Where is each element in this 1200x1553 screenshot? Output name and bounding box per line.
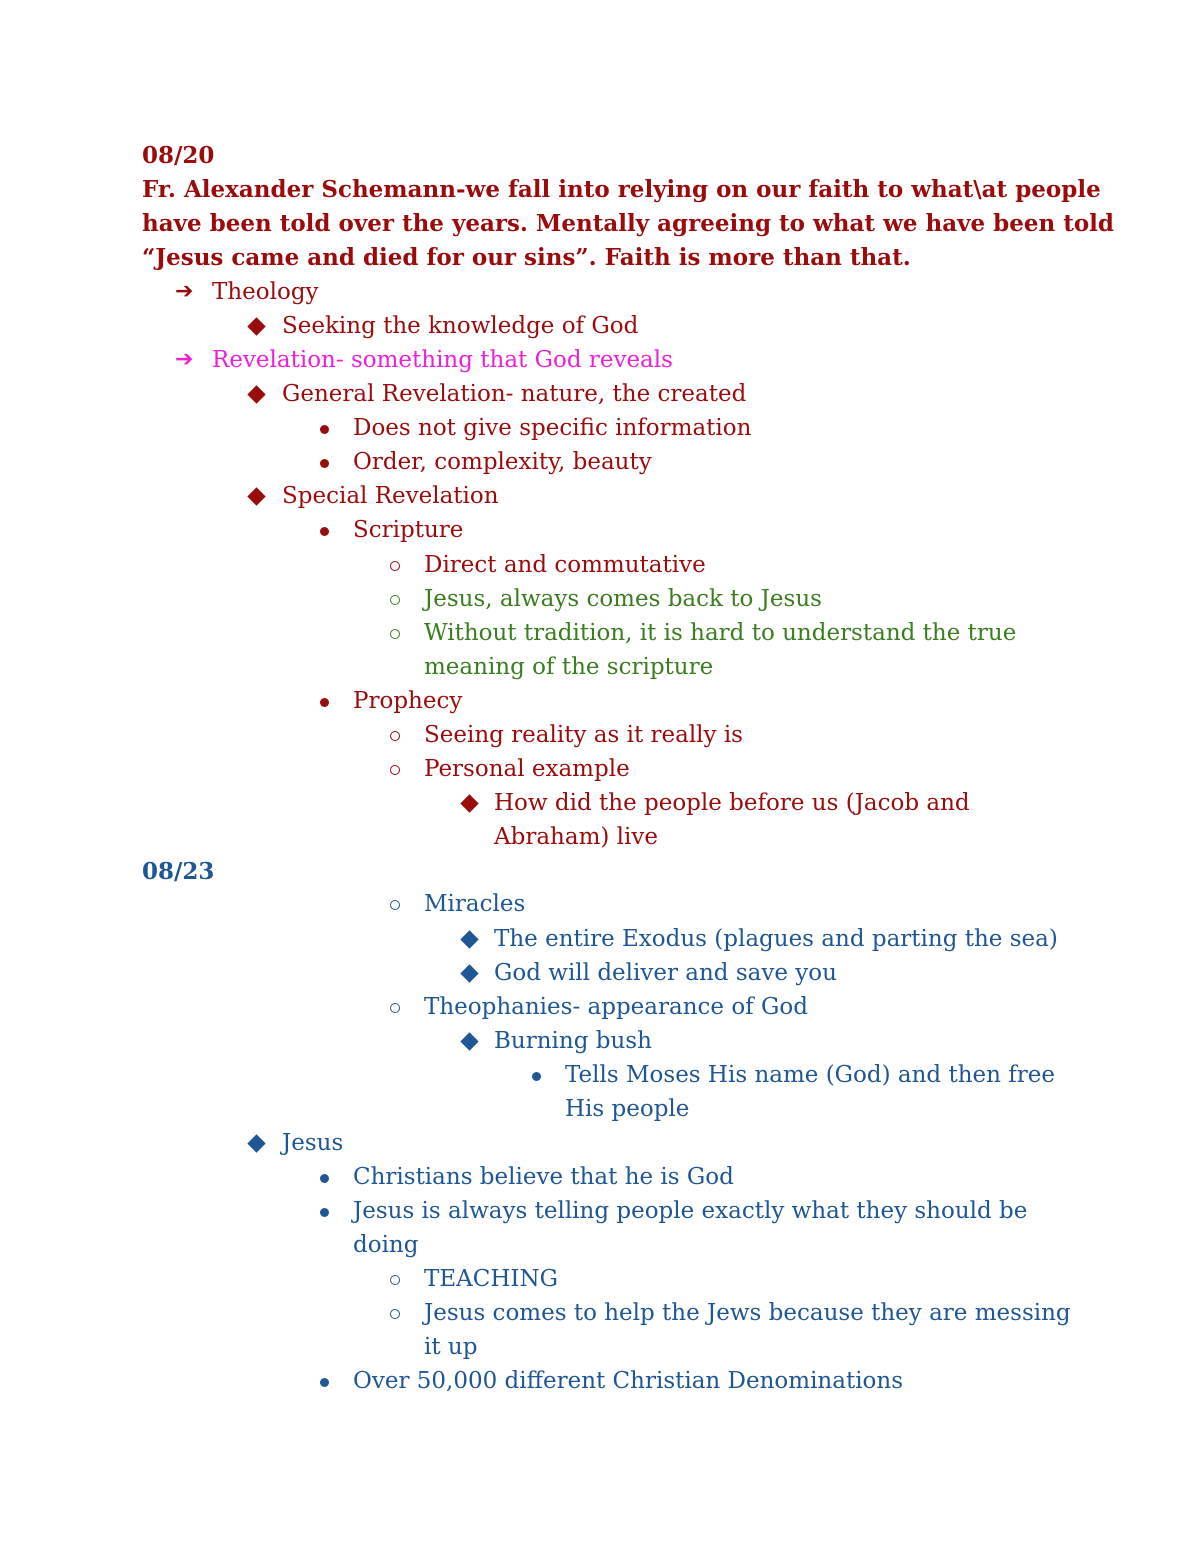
list-item: Seeking the knowledge of God: [0, 309, 1200, 343]
diamond-icon: [247, 487, 265, 505]
circle-icon: [390, 561, 400, 571]
list-item: Scripture: [0, 513, 1200, 547]
list-item: Over 50,000 different Christian Denominations: [0, 1364, 1200, 1398]
list-item: Jesus is always telling people exactly what they should be: [0, 1194, 1200, 1228]
circle-icon: [390, 900, 400, 910]
list-item: ➔ Revelation- something that God reveals: [0, 343, 1200, 377]
circle-icon: [390, 1275, 400, 1285]
circle-icon: [390, 595, 400, 605]
list-item: Prophecy: [0, 684, 1200, 718]
date-heading: 08/23: [142, 858, 215, 885]
list-item: Personal example: [0, 752, 1200, 786]
list-item: Seeing reality as it really is: [0, 718, 1200, 752]
dot-icon: [320, 459, 329, 468]
circle-icon: [390, 1003, 400, 1013]
list-item: Jesus: [0, 1126, 1200, 1160]
dot-icon: [532, 1072, 541, 1081]
list-item: Does not give specific information: [0, 411, 1200, 445]
diamond-icon: [460, 964, 478, 982]
circle-icon: [390, 731, 400, 741]
list-item: Special Revelation: [0, 479, 1200, 513]
dot-icon: [320, 1174, 329, 1183]
circle-icon: [390, 1309, 400, 1319]
list-item: ➔ Theology: [0, 275, 1200, 309]
diamond-icon: [247, 385, 265, 403]
list-item: Christians believe that he is God: [0, 1160, 1200, 1194]
list-item: Jesus, always comes back to Jesus: [0, 582, 1200, 616]
diamond-icon: [460, 1032, 478, 1050]
dot-icon: [320, 1378, 329, 1387]
list-item-continuation: His people: [565, 1096, 690, 1122]
dot-icon: [320, 698, 329, 707]
list-item: Direct and commutative: [0, 548, 1200, 582]
dot-icon: [320, 527, 329, 536]
list-item: How did the people before us (Jacob and: [0, 786, 1200, 820]
list-item: General Revelation- nature, the created: [0, 377, 1200, 411]
list-item-continuation: doing: [353, 1232, 419, 1258]
diamond-icon: [247, 317, 265, 335]
list-item: Tells Moses His name (God) and then free: [0, 1058, 1200, 1092]
arrow-icon: ➔: [175, 279, 194, 304]
diamond-icon: [460, 930, 478, 948]
intro-line: have been told over the years. Mentally agreeing to what we have been told: [142, 210, 1114, 237]
list-item: Theophanies- appearance of God: [0, 990, 1200, 1024]
list-item: Burning bush: [0, 1024, 1200, 1058]
list-item: God will deliver and save you: [0, 956, 1200, 990]
diamond-icon: [460, 794, 478, 812]
intro-line: “Jesus came and died for our sins”. Faith is more than that.: [142, 244, 911, 271]
list-item: TEACHING: [0, 1262, 1200, 1296]
dot-icon: [320, 1208, 329, 1217]
date-heading: 08/20: [142, 142, 215, 169]
dot-icon: [320, 425, 329, 434]
list-item-continuation: it up: [424, 1334, 478, 1360]
list-item-continuation: Abraham) live: [494, 824, 658, 850]
arrow-icon: ➔: [175, 347, 194, 372]
list-item: Order, complexity, beauty: [0, 445, 1200, 479]
list-item: Without tradition, it is hard to understand the true: [0, 616, 1200, 650]
intro-line: Fr. Alexander Schemann-we fall into relying on our faith to what\at people: [142, 176, 1101, 203]
circle-icon: [390, 765, 400, 775]
list-item: Jesus comes to help the Jews because they are messing: [0, 1296, 1200, 1330]
diamond-icon: [247, 1134, 265, 1152]
circle-icon: [390, 629, 400, 639]
list-item: The entire Exodus (plagues and parting the sea): [0, 922, 1200, 956]
list-item-continuation: meaning of the scripture: [424, 654, 714, 680]
list-item: Miracles: [0, 887, 1200, 921]
